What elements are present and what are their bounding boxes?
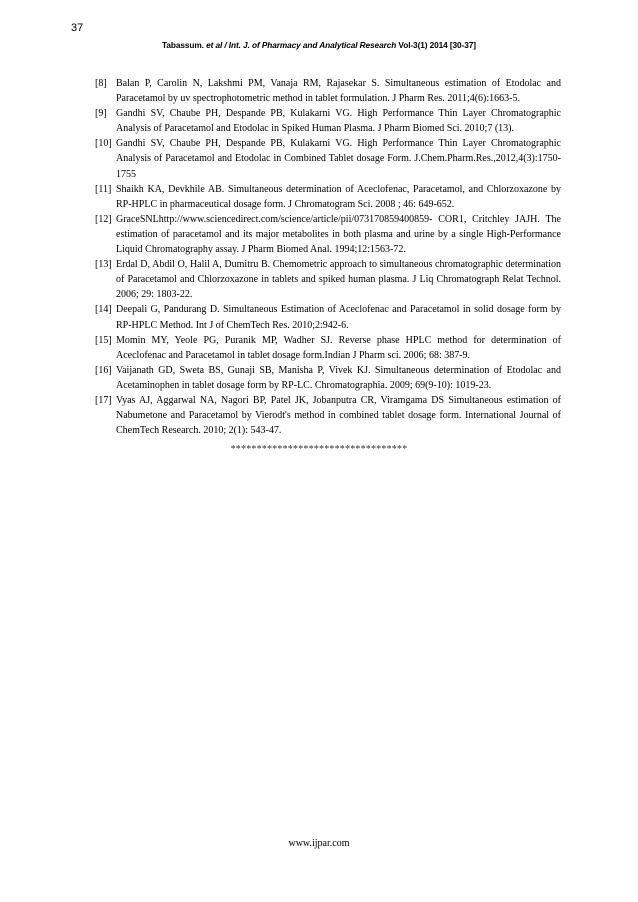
reference-item	[95, 363, 561, 393]
reference-item	[95, 182, 561, 212]
reference-list	[95, 76, 561, 438]
reference-text: Vyas AJ, Aggarwal NA, Nagori BP, Patel JK, Jobanputra CR, Viramgama DS Simultaneous estimation of Nabumetone and Paracetamol by Vierodt's method in combined tablet dosage form. International Journal of ChemTech Research. 2010; 2(1): 543-47.	[116, 394, 561, 437]
reference-number: [13]	[95, 259, 112, 271]
reference-item	[95, 302, 561, 332]
running-header-volume: Vol-3(1) 2014 [30-37]	[398, 40, 476, 50]
reference-item	[95, 393, 561, 438]
running-header-author: Tabassum.	[162, 40, 207, 50]
reference-text: Shaikh KA, Devkhile AB. Simultaneous determination of Aceclofenac, Paracetamol, and Chlorzoxazone by RP-HPLC in pharmaceutical dosage form. J Chromatogram Sci. 2008 ; 46: 649-652.	[116, 183, 561, 210]
reference-item	[95, 257, 561, 302]
end-separator: **********************************	[230, 444, 408, 455]
reference-number: [16]	[95, 364, 112, 376]
footer-url: www.ijpar.com	[288, 838, 350, 849]
reference-item	[95, 333, 561, 363]
page-number: 37	[71, 22, 84, 34]
reference-number: [15]	[95, 334, 112, 346]
reference-number: [10]	[95, 138, 112, 150]
reference-text: Balan P, Carolin N, Lakshmi PM, Vanaja RM, Rajasekar S. Simultaneous estimation of Etodolac and Paracetamol by uv spectrophotometric method in tablet formulation. J Pharm Res. 2011;4(6):1663-5.	[116, 78, 561, 105]
reference-text: Gandhi SV, Chaube PH, Despande PB, Kulakarni VG. High Performance Thin Layer Chromatographic Analysis of Paracetamol and Etodolac in Combined Tablet dosage Form. J.Chem.Pharm.Res.,2012,4(3):1750-1755	[116, 138, 561, 180]
reference-number: [8]	[95, 78, 107, 89]
reference-number: [12]	[95, 213, 112, 225]
reference-number: [9]	[95, 108, 107, 120]
reference-text: Erdal D, Abdil O, Halil A, Dumitru B. Chemometric approach to simultaneous chromatographic determination of Paracetamol and Chlorzoxazone in tablets and spiked human plasma. J Liq Chromatograph Relat Technol. 2006; 29: 1803-22.	[116, 259, 561, 301]
reference-item	[95, 212, 561, 257]
reference-text: GraceSNLhttp://www.sciencedirect.com/science/article/pii/073170859400859- COR1, Critchley JAJH. The estimation of paracetamol and its major metabolites in both plasma and urine by a single High-Performance Liquid Chromatography assay. J Pharm Biomed Anal. 1994;12:1563-72.	[116, 213, 561, 256]
reference-number: [11]	[95, 183, 112, 195]
reference-text: Deepali G, Pandurang D. Simultaneous Estimation of Aceclofenac and Paracetamol in solid dosage form by RP-HPLC Method. Int J of ChemTech Res. 2010;2:942-6.	[116, 304, 561, 331]
reference-text: Gandhi SV, Chaube PH, Despande PB, Kulakarni VG. High Performance Thin Layer Chromatographic Analysis of Paracetamol and Etodolac in Spiked Human Plasma. J Pharm Biomed Sci. 2010;7 (13).	[116, 108, 561, 135]
running-header-journal: et al / Int. J. of Pharmacy and Analytical Research	[206, 40, 399, 50]
reference-item	[95, 106, 561, 136]
reference-number: [17]	[95, 394, 112, 406]
running-header	[0, 40, 638, 50]
reference-text: Momin MY, Yeole PG, Puranik MP, Wadher SJ. Reverse phase HPLC method for determination of Aceclofenac and Paracetamol in tablet dosage form.Indian J Pharm sci. 2006; 68: 387-9.	[116, 334, 561, 361]
reference-text: Vaijanath GD, Sweta BS, Gunaji SB, Manisha P, Vivek KJ. Simultaneous determination of Etodolac and Acetaminophen in tablet dosage form by RP-LC. Chromatographia. 2009; 69(9-10): 1019-23.	[116, 364, 561, 391]
reference-item	[95, 76, 561, 106]
reference-item	[95, 136, 561, 181]
reference-number: [14]	[95, 304, 112, 316]
